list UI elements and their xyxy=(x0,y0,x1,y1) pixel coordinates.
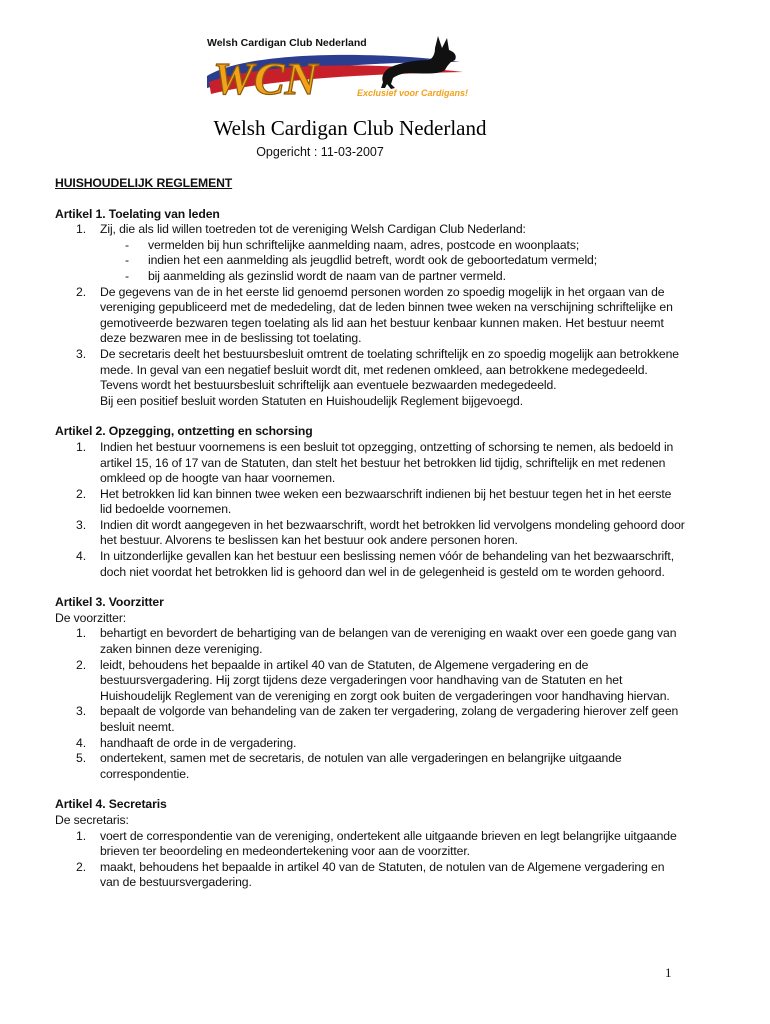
article-3-list xyxy=(55,626,685,782)
item-text: bepaalt de volgorde van behandeling van de zaken ter vergadering, zolang de vergadering hierover zelf geen besluit neemt. xyxy=(100,704,679,734)
article-heading: Artikel 2. Opzegging, ontzetting en schorsing xyxy=(55,424,313,439)
list-item xyxy=(55,736,685,752)
item-text: leidt, behoudens het bepaalde in artikel 40 van de Statuten, de Algemene vergadering en de bestuursvergadering. Hij zorgt tijdens deze vergaderingen voor handhaving van de Statuten en het Huishoudelijk Reglement van de vereniging en zorgt ook buiten de vergaderingen voor handhaving hiervan. xyxy=(100,657,670,703)
article-intro: De secretaris: xyxy=(55,812,129,827)
article-3 xyxy=(55,595,685,782)
item-number: 4. xyxy=(76,549,86,564)
item-number: 2. xyxy=(76,859,86,874)
article-2-list xyxy=(55,440,685,580)
item-text: maakt, behoudens het bepaalde in artikel 40 van de Statuten, de notulen van de Algemene vergadering en van de bestuursvergadering. xyxy=(100,859,665,890)
article-1 xyxy=(55,207,685,410)
page-title: Welsh Cardigan Club Nederland xyxy=(213,116,487,140)
list-item xyxy=(55,222,685,284)
list-item xyxy=(55,751,685,782)
dash-text: bij aanmelding als gezinslid wordt de naam van de partner vermeld. xyxy=(148,268,506,283)
list-item xyxy=(55,518,685,549)
dash-item: - vermelden bij hun schriftelijke aanmelding naam, adres, postcode en woonplaats; xyxy=(125,237,580,252)
article-4-list xyxy=(55,829,685,891)
item-number: 1. xyxy=(76,222,86,237)
logo-initials: WCN xyxy=(213,53,318,104)
list-item xyxy=(55,860,685,891)
item-number: 1. xyxy=(76,439,86,454)
list-item xyxy=(55,440,685,487)
dash-item: - indien het een aanmelding als jeugdlid betreft, wordt ook de geboortedatum vermeld; xyxy=(125,253,598,268)
document-title: HUISHOUDELIJK REGLEMENT xyxy=(55,176,233,190)
item-number: 2. xyxy=(76,657,86,672)
list-item xyxy=(55,549,685,580)
item-text: behartigt en bevordert de behartiging van de belangen van de vereniging en waakt over een goede gang van zaken binnen deze vereniging. xyxy=(100,626,677,657)
item-number: 3. xyxy=(76,517,86,532)
item-text: In uitzonderlijke gevallen kan het bestuur een beslissing nemen vóór de behandeling van het bezwaarschrift, doch niet voordat het betrokken lid is gehoord dan wel in de gelegenheid is gesteld om te worden gehoord. xyxy=(100,549,674,579)
item-text: De secretaris deelt het bestuursbesluit omtrent de toelating schriftelijk en zo spoedig mogelijk aan betrokkene mede. In geval van een negatief besluit wordt dit, met redenen omkleed, aan betrokkene medegedeeld. Tevens wordt het bestuursbesluit schriftelijk aan eventuele bezwaarden medegedeeld. xyxy=(100,346,679,393)
dash-item: - bij aanmelding als gezinslid wordt de naam van de partner vermeld. xyxy=(125,268,506,283)
page-number: 1 xyxy=(665,965,672,980)
item-number: 2. xyxy=(76,284,86,299)
item-text: De gegevens van de in het eerste lid genoemd personen worden zo spoedig mogelijk in het orgaan van de vereniging gepubliceerd met de mededeling, dat de leden binnen twee weken na verschijning schriftelijke en gemotiveerde bezwaren tegen toelating als lid aan het bestuur kenbaar kunnen maken. Het bestuur neemt deze bezwaren mee in de beslissing tot toelating. xyxy=(100,284,673,346)
item-number: 3. xyxy=(76,704,86,719)
article-heading: Artikel 1. Toelating van leden xyxy=(55,206,220,221)
list-item xyxy=(55,658,685,705)
item-number: 2. xyxy=(76,486,86,501)
item-text: Indien dit wordt aangegeven in het bezwaarschrift, wordt het betrokken lid vervolgens mondeling gehoord door het bestuur. Alvorens te beslissen kan het bestuur ook andere personen horen. xyxy=(100,517,685,548)
founded-date: Opgericht : 11-03-2007 xyxy=(256,145,384,159)
dash-text: vermelden bij hun schriftelijke aanmelding naam, adres, postcode en woonplaats; xyxy=(148,237,580,252)
document-body xyxy=(55,176,685,906)
item-number: 1. xyxy=(76,828,86,843)
article-4 xyxy=(55,797,685,891)
item-text: voert de correspondentie van de vereniging, ondertekent alle uitgaande brieven en legt belangrijke uitgaande brieven ter beoordeling en medeondertekening voor aan de voorzitter. xyxy=(100,828,677,859)
club-logo xyxy=(205,32,495,104)
list-item xyxy=(55,829,685,860)
article-closing-text: Bij een positief besluit worden Statuten en Huishoudelijk Reglement bijgevoegd. xyxy=(100,393,523,408)
item-text: Zij, die als lid willen toetreden tot de vereniging Welsh Cardigan Club Nederland: xyxy=(100,222,526,237)
logo-top-text: Welsh Cardigan Club Nederland xyxy=(207,37,367,49)
article-intro: De voorzitter: xyxy=(55,610,127,625)
list-item xyxy=(55,487,685,518)
list-item xyxy=(55,347,685,394)
logo-tagline: Exclusief voor Cardigans! xyxy=(357,88,469,98)
club-logo-image xyxy=(205,32,495,104)
article-2 xyxy=(55,424,685,580)
item-text: Indien het bestuur voornemens is een besluit tot opzegging, ontzetting of schorsing te nemen, als bedoeld in artikel 15, 16 of 17 van de Statuten, dan stelt het bestuur het betrokken lid tijdig, schriftelijk en met redenen omkleed op de hoogte van haar voornemen. xyxy=(100,439,674,486)
item-number: 1. xyxy=(76,626,86,641)
item-number: 3. xyxy=(76,346,86,361)
list-item xyxy=(55,285,685,347)
item-text: Het betrokken lid kan binnen twee weken een bezwaarschrift indienen bij het bestuur tegen het in het eerste lid bedoelde voornemen. xyxy=(100,486,672,517)
item-text: handhaaft de orde in de vergadering. xyxy=(100,735,297,750)
item-number: 5. xyxy=(76,751,86,766)
item-number: 4. xyxy=(76,735,86,750)
list-item xyxy=(55,704,685,735)
article-heading: Artikel 3. Voorzitter xyxy=(55,595,164,610)
dash-text: indien het een aanmelding als jeugdlid betreft, wordt ook de geboortedatum vermeld; xyxy=(148,253,598,268)
list-item xyxy=(55,626,685,657)
article-1-list xyxy=(55,222,685,394)
item-text: ondertekent, samen met de secretaris, de notulen van alle vergaderingen en belangrijke uitgaande correspondentie. xyxy=(100,751,622,781)
dash-list xyxy=(100,238,685,285)
article-heading: Artikel 4. Secretaris xyxy=(55,797,167,812)
